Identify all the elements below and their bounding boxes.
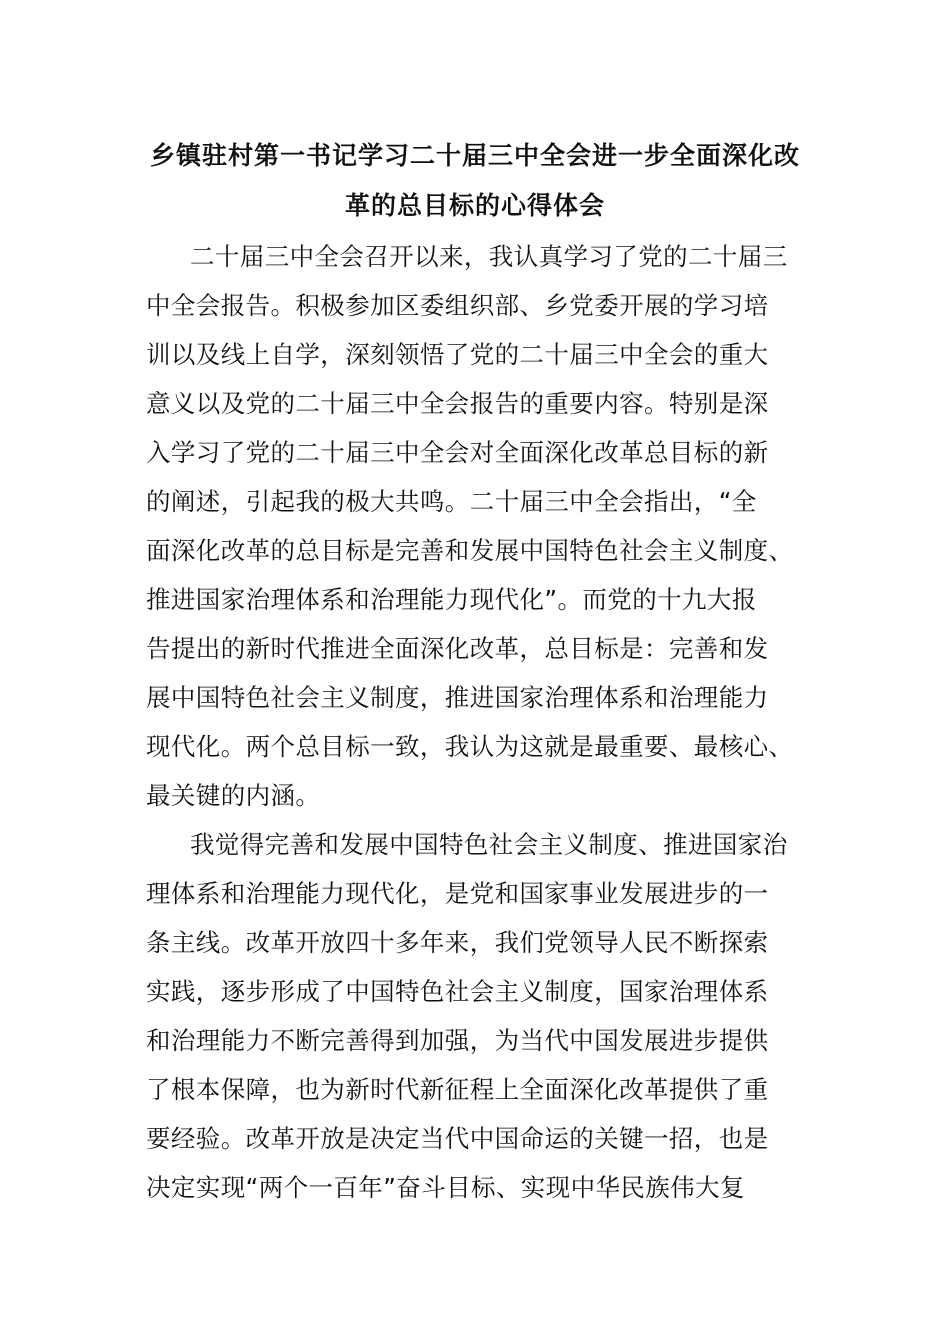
paragraph-1-line: 现代化。两个总目标一致，我认为这就是最重要、最核心、 [146,732,794,761]
paragraph-1-line: 推进国家治理体系和治理能力现代化”。而党的十九大报 [146,585,757,614]
paragraph-2-line: 要经验。改革开放是决定当代中国命运的关键一招，也是 [146,1124,769,1153]
paragraph-2-line: 了根本保障，也为新时代新征程上全面深化改革提供了重 [146,1075,769,1104]
paragraph-1-line: 意义以及党的二十届三中全会报告的重要内容。特别是深 [146,389,769,418]
paragraph-1-line: 中全会报告。积极参加区委组织部、乡党委开展的学习培 [146,291,769,320]
paragraph-1-line: 的阐述，引起我的极大共鸣。二十届三中全会指出，“全 [146,487,757,516]
document-title-line-2: 革的总目标的心得体会 [344,191,605,220]
document-title-line-1: 乡镇驻村第一书记学习二十届三中全会进一步全面深化改 [149,141,800,170]
paragraph-2-line: 和治理能力不断完善得到加强，为当代中国发展进步提供 [146,1026,769,1055]
paragraph-1-line: 告提出的新时代推进全面深化改革，总目标是：完善和发 [146,634,769,663]
paragraph-1-line: 二十届三中全会召开以来，我认真学习了党的二十届三 [190,242,788,271]
paragraph-1-line: 入学习了党的二十届三中全会对全面深化改革总目标的新 [146,438,769,467]
paragraph-1-line: 训以及线上自学，深刻领悟了党的二十届三中全会的重大 [146,340,769,369]
paragraph-2-line: 决定实现“两个一百年”奋斗目标、实现中华民族伟大复 [146,1173,745,1202]
paragraph-2-line: 理体系和治理能力现代化，是党和国家事业发展进步的一 [146,879,769,908]
paragraph-2-line: 实践，逐步形成了中国特色社会主义制度，国家治理体系 [146,977,769,1006]
paragraph-1-line: 面深化改革的总目标是完善和发展中国特色社会主义制度、 [146,536,794,565]
paragraph-2-line: 条主线。改革开放四十多年来，我们党领导人民不断探索 [146,928,769,957]
paragraph-1-line: 最关键的内涵。 [146,781,321,810]
paragraph-1-line: 展中国特色社会主义制度，推进国家治理体系和治理能力 [146,683,769,712]
paragraph-2-line: 我觉得完善和发展中国特色社会主义制度、推进国家治 [190,830,788,859]
